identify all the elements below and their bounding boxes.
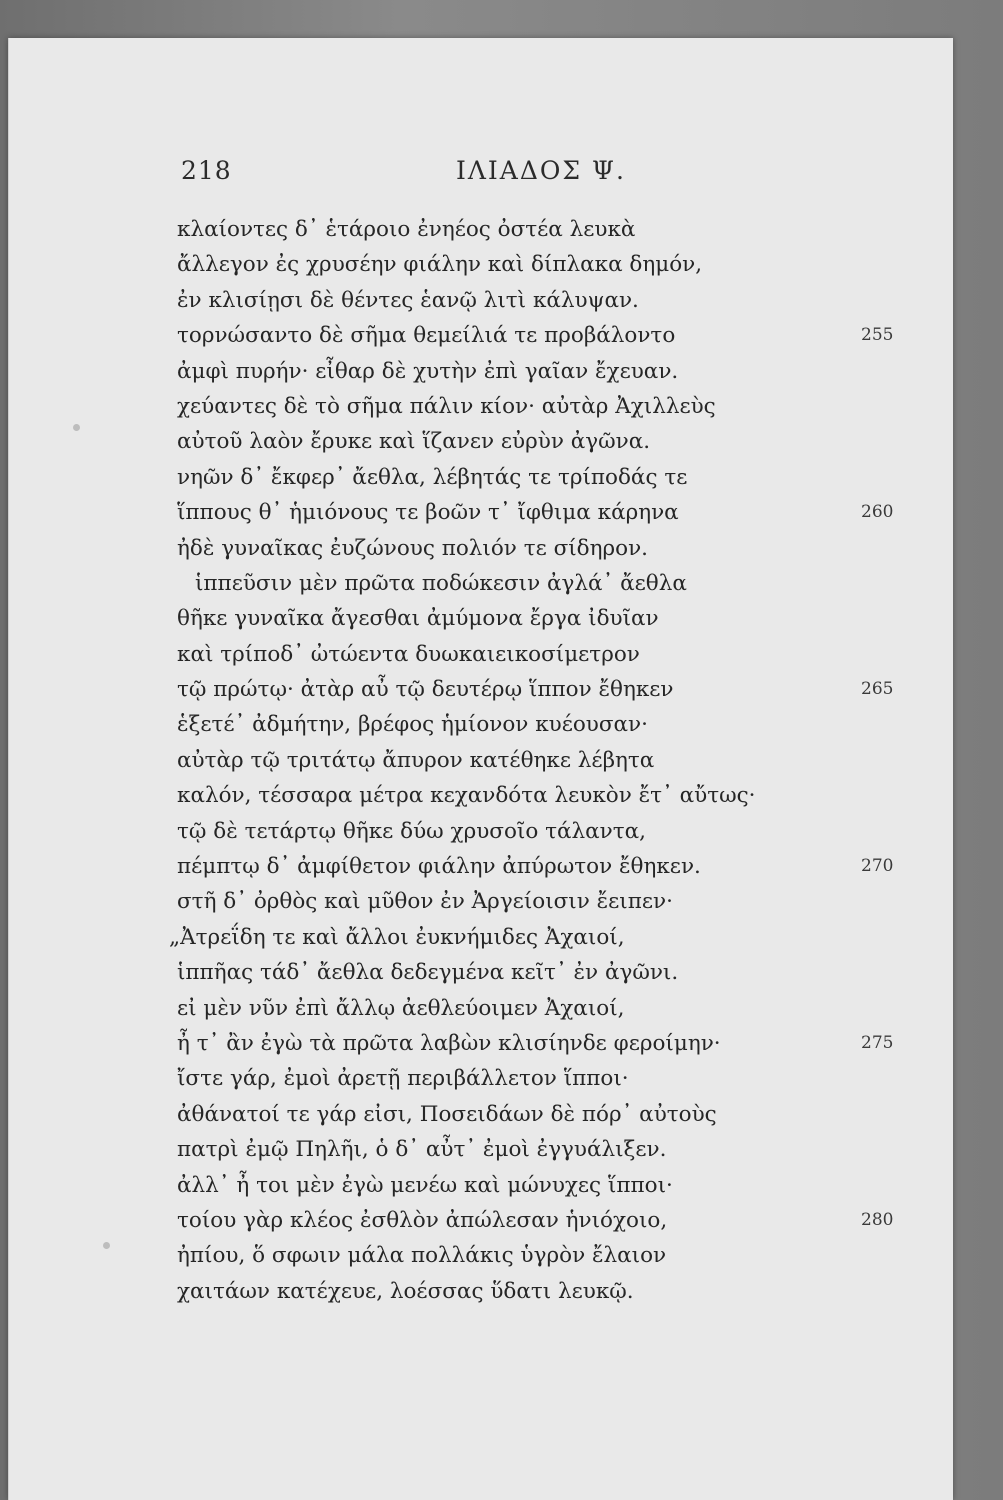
verse-line [9, 460, 953, 495]
verse-text: καλόν, τέσσαρα μέτρα κεχανδότα λευκὸν ἔτ᾽ αὔτως· [177, 783, 756, 809]
verse-text: ἐν κλισίῃσι δὲ θέντες ἑανῷ λιτὶ κάλυψαν. [177, 287, 639, 313]
verse-text: τῷ δὲ τετάρτῳ θῆκε δύω χρυσοῖο τάλαντα, [177, 818, 646, 844]
verse-line [9, 1097, 953, 1132]
verse-line [9, 247, 953, 282]
verse-text: κλαίοντες δ᾽ ἑτάροιο ἐνηέος ὀστέα λευκὰ [177, 217, 636, 242]
verse-line [9, 637, 953, 672]
line-number: 260 [861, 502, 894, 523]
verse-text: ἠπίου, ὅ σφωιν μάλα πολλάκις ὑγρὸν ἔλαιον [177, 1243, 667, 1269]
verse-text: εἰ μὲν νῦν ἐπὶ ἄλλῳ ἀεθλεύοιμεν Ἀχαιοί, [177, 995, 625, 1021]
verse-line [9, 672, 953, 707]
verse-text: πατρὶ ἐμῷ Πηλῆι, ὁ δ᾽ αὖτ᾽ ἐμοὶ ἐγγυάλιξεν. [177, 1137, 667, 1163]
verse-line [9, 1238, 953, 1273]
verse-text: τῷ πρώτῳ· ἀτὰρ αὖ τῷ δευτέρῳ ἵππον ἔθηκεν [177, 677, 674, 703]
verse-line [9, 991, 953, 1026]
verse-text: ἑξετέ᾽ ἀδμήτην, βρέφος ἡμίονον κυέουσαν· [177, 712, 648, 738]
verse-line [9, 1061, 953, 1096]
verse-text: ἵππους θ᾽ ἡμιόνους τε βοῶν τ᾽ ἴφθιμα κάρηνα [177, 500, 679, 526]
verse-line [9, 283, 953, 318]
verse-text: νηῶν δ᾽ ἔκφερ᾽ ἄεθλα, λέβητάς τε τρίποδάς τε [177, 464, 688, 490]
verse-text: χαιτάων κατέχευε, λοέσσας ὕδατι λευκῷ. [177, 1278, 634, 1304]
line-number: 255 [861, 325, 894, 346]
verse-text: καὶ τρίποδ᾽ ὠτώεντα δυωκαιεικοσίμετρον [177, 641, 640, 667]
running-head [9, 156, 953, 196]
verse-text: θῆκε γυναῖκα ἄγεσθαι ἀμύμονα ἔργα ἰδυῖαν [177, 606, 659, 632]
verse-text: „Ἀτρεΐδη τε καὶ ἄλλοι ἐυκνήμιδες Ἀχαιοί, [169, 924, 625, 950]
verse-line [9, 424, 953, 459]
line-number: 265 [861, 679, 894, 700]
verse-text: τορνώσαντο δὲ σῆμα θεμείλιά τε προβάλοντο [177, 323, 676, 349]
verse-line [9, 955, 953, 990]
book-title: ΙΛΙΑΔΟΣ Ψ. [456, 156, 626, 185]
verse-line [9, 495, 953, 530]
verse-text: ἴστε γάρ, ἐμοὶ ἀρετῇ περιβάλλετον ἵπποι· [177, 1066, 629, 1092]
line-number: 275 [861, 1032, 894, 1053]
verse-line [9, 1132, 953, 1167]
verse-line [9, 1274, 953, 1309]
verse-line [9, 601, 953, 636]
line-number: 270 [861, 856, 894, 877]
verse-text: ἀμφὶ πυρήν· εἶθαρ δὲ χυτὴν ἐπὶ γαῖαν ἔχευαν. [177, 358, 679, 384]
book-page [8, 38, 953, 1500]
verse-line [9, 531, 953, 566]
verse-line [9, 814, 953, 849]
verse-text: ἀλλ᾽ ἦ τοι μὲν ἐγὼ μενέω καὶ μώνυχες ἵπποι· [177, 1172, 673, 1198]
verse-line [9, 707, 953, 742]
verse-text: ἦ τ᾽ ἂν ἐγὼ τὰ πρῶτα λαβὼν κλισίηνδε φεροίμην· [177, 1030, 721, 1056]
verse-line [9, 884, 953, 919]
verse-line [9, 1203, 953, 1238]
verse-line [9, 212, 953, 247]
verse-text: ἠδὲ γυναῖκας ἐυζώνους πολιόν τε σίδηρον. [177, 535, 648, 561]
verse-text: ἱππῆας τάδ᾽ ἄεθλα δεδεγμένα κεῖτ᾽ ἐν ἀγῶνι. [177, 960, 679, 986]
verse-block [9, 212, 953, 1309]
verse-text: ἄλλεγον ἐς χρυσέην φιάλην καὶ δίπλακα δημόν, [177, 252, 703, 278]
verse-text: ἀθάνατοί τε γάρ εἰσι, Ποσειδάων δὲ πόρ᾽ αὐτοὺς [177, 1101, 717, 1127]
verse-line [9, 778, 953, 813]
verse-text: ἱππεῦσιν μὲν πρῶτα ποδώκεσιν ἀγλά᾽ ἄεθλα [195, 570, 687, 596]
page-number: 218 [181, 156, 232, 185]
verse-text: στῆ δ᾽ ὀρθὸς καὶ μῦθον ἐν Ἀργείοισιν ἔειπεν· [177, 889, 673, 915]
verse-line [9, 354, 953, 389]
verse-text: χεύαντες δὲ τὸ σῆμα πάλιν κίον· αὐτὰρ Ἀχιλλεὺς [177, 393, 716, 419]
verse-text: αὐτοῦ λαὸν ἔρυκε καὶ ἵζανεν εὐρὺν ἀγῶνα. [177, 429, 651, 455]
verse-line [9, 1026, 953, 1061]
verse-line [9, 1168, 953, 1203]
verse-text: αὐτὰρ τῷ τριτάτῳ ἄπυρον κατέθηκε λέβητα [177, 747, 655, 773]
verse-text: πέμπτῳ δ᾽ ἀμφίθετον φιάλην ἀπύρωτον ἔθηκεν. [177, 854, 701, 880]
verse-line [9, 743, 953, 778]
verse-line [9, 849, 953, 884]
line-number: 280 [861, 1209, 894, 1230]
verse-line [9, 318, 953, 353]
verse-text: τοίου γὰρ κλέος ἐσθλὸν ἀπώλεσαν ἡνιόχοιο, [177, 1207, 668, 1233]
verse-line [9, 389, 953, 424]
verse-line [9, 566, 953, 601]
verse-line [9, 920, 953, 955]
